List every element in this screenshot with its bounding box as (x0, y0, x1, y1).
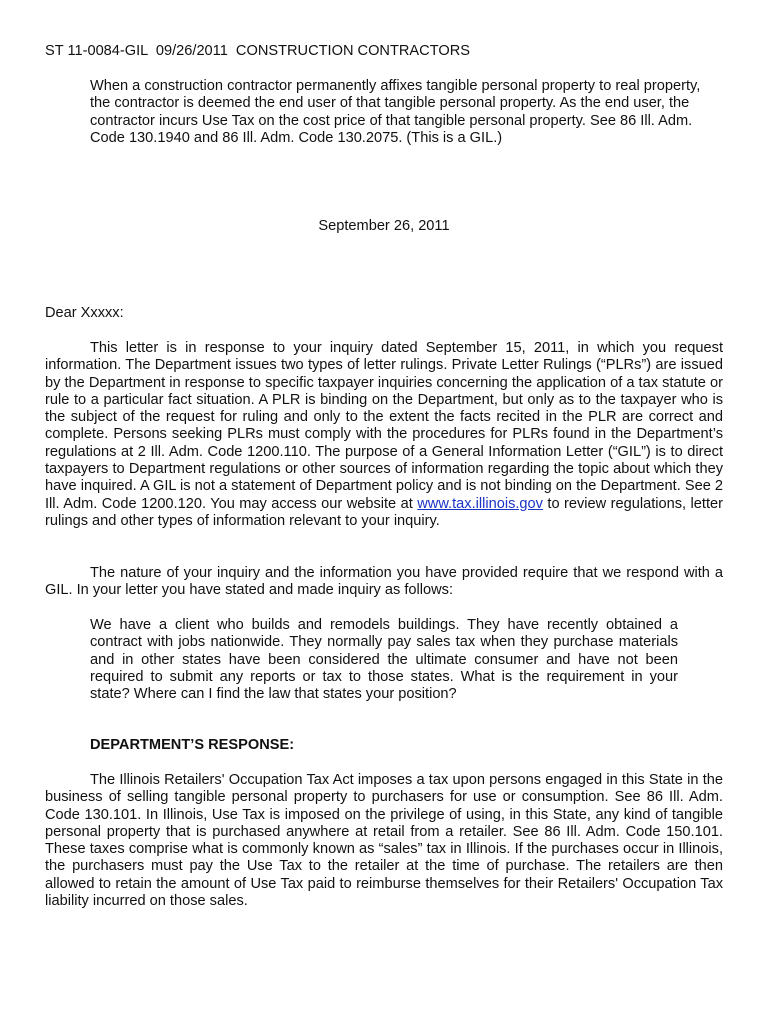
response-heading: DEPARTMENT’S RESPONSE: (90, 737, 295, 753)
intro-paragraph (45, 340, 723, 530)
response-paragraph: The Illinois Retailers' Occupation Tax Act imposes a tax upon persons engaged in this State in the business of selling tangible personal property to purchasers for use or consumption. See 86 Ill. Adm. Code 130.101. In Illinois, Use Tax is imposed on the privilege of using, in this State, any kind of tangible personal property that is purchased anywhere at retail from a retailer. See 86 Ill. Adm. Code 150.101. These taxes comprise what is commonly known as “sales” tax in Illinois. If the purchases occur in Illinois, the purchasers must pay the Use Tax to the retailer at the time of purchase. The retailers are then allowed to retain the amount of Use Tax paid to reimburse themselves for their Retailers' Occupation Tax liability incurred on those sales. (45, 772, 723, 910)
letter-date: September 26, 2011 (318, 218, 450, 234)
website-link[interactable]: www.tax.illinois.gov (417, 495, 543, 512)
intro-text-after-link: to review regulations, letter rulings and other types of information relevant to your inquiry. (45, 495, 723, 529)
inquiry-intro-paragraph: The nature of your inquiry and the information you have provided require that we respond with a GIL. In your letter you have stated and made inquiry as follows: (45, 565, 723, 599)
inquiry-quote: We have a client who builds and remodels buildings. They have recently obtained a contract with jobs nationwide. They normally pay sales tax when they purchase materials and in other states have been considered the ultimate consumer and have not been required to submit any reports or tax to those states. What is the requirement in your state? Where can I find the law that states your position? (90, 617, 678, 703)
summary-paragraph: When a construction contractor permanently affixes tangible personal property to real property, the contractor is deemed the end user of that tangible personal property. As the end user, the contractor incurs Use Tax on the cost price of that tangible personal property. See 86 Ill. Adm. Code 130.1940 and 86 Ill. Adm. Code 130.2075. (This is a GIL.) (90, 78, 701, 146)
document-header: ST 11-0084-GIL 09/26/2011 CONSTRUCTION CONTRACTORS (45, 43, 470, 59)
intro-text-before-link: This letter is in response to your inquiry dated September 15, 2011, in which you request information. The Department issues two types of letter rulings. Private Letter Rulings (“PLRs”) are issued by the Department in response to specific taxpayer inquiries concerning the application of a tax statute or rule to a particular fact situation. A PLR is binding on the Department, but only as to the taxpayer who is the subject of the request for ruling and only to the extent the facts recited in the PLR are correct and complete. Persons seeking PLRs must comply with the procedures for PLRs found in the Department’s regulations at 2 Ill. Adm. Code 1200.110. The purpose of a General Information Letter (“GIL”) is to direct taxpayers to Department regulations or other sources of information regarding the topic about which they have inquired. A GIL is not a statement of Department policy and is not binding on the Department. See 2 Ill. Adm. Code 1200.120. You may access our website at (45, 340, 723, 512)
salutation: Dear Xxxxx: (45, 305, 124, 321)
